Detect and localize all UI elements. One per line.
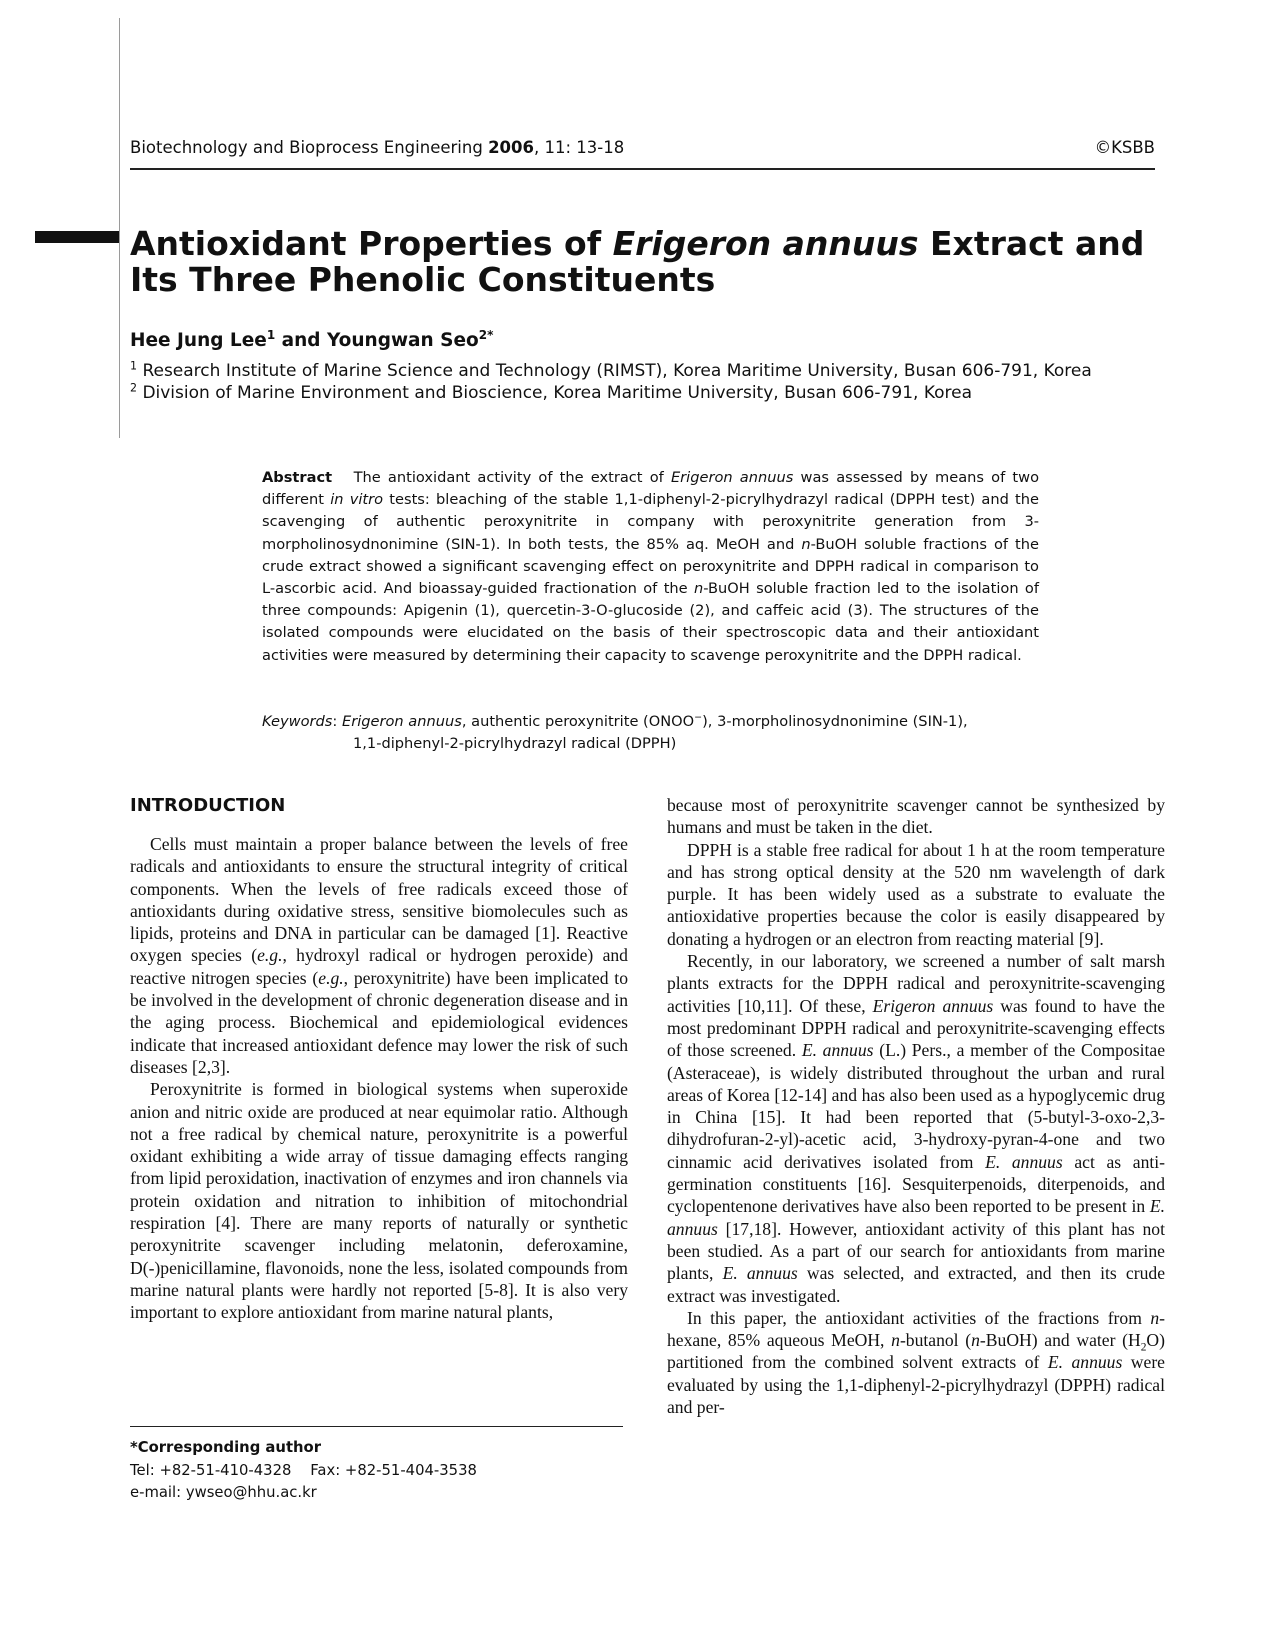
running-header (130, 138, 1155, 170)
copyright-notice: ©KSBB (1094, 138, 1155, 157)
footnote-rule (130, 1426, 623, 1427)
corresponding-author: *Corresponding author Tel: +82-51-410-4328 Fax: +82-51-404-3538 e-mail: ywseo@hhu.ac.kr (130, 1439, 477, 1501)
title-marker-bar (35, 231, 119, 243)
intro-paragraph-1: Cells must maintain a proper balance between the levels of free radicals and antioxidants to ensure the structural integrity of critical components. When the levels of free radicals exceed those of antioxidants during oxidative stress, sensitive biomolecules such as lipids, proteins and DNA in particular can be damaged [1]. Reactive oxygen species (e.g., hydroxyl radical or hydrogen peroxide) and reactive nitrogen species (e.g., peroxynitrite) have been implicated to be involved in the development of chronic degeneration disease and in the aging process. Biochemical and epidemiological evidences indicate that increased antioxidant defence may lower the risk of such diseases [2,3]. (130, 834, 628, 1077)
right-paragraph-3: In this paper, the antioxidant activities of the fractions from n-hexane, 85% aqueous MeOH, n-butanol (n-BuOH) and water $(H_2O)$ partitioned from the combined solvent extracts of E. annuus were evaluated by using the 1,1-diphenyl-2-picrylhydrazyl (DPPH) radical and per- (667, 1307, 1165, 1418)
affiliation-1: $^1$ Research Institute of Marine Science and Technology (RIMST), Korea Maritime University, Busan 606-791, Korea (130, 359, 1092, 381)
email-link[interactable]: ywseo@hhu.ac.kr (185, 1484, 317, 1501)
journal-citation: Biotechnology and Bioprocess Engineering 2006, 11: 13-18 (130, 138, 625, 157)
author-list: Hee Jung Lee$^1$ and Youngwan Seo$^{2*}$ (130, 327, 494, 351)
right-paragraph-1: DPPH is a stable free radical for about 1 h at the room temperature and has strong optical density at the 520 nm wavelength of dark purple. It has been widely used as a substrate to evaluate the antioxidative properties because the color is easily disappeared by donating a hydrogen or an electron from reacting material [9]. (667, 839, 1165, 949)
affiliation-2: $^2$ Division of Marine Environment and Bioscience, Korea Maritime University, Busan 606-791, Korea (130, 381, 973, 403)
right-column (667, 794, 1165, 1418)
introduction-heading: INTRODUCTION (130, 795, 286, 816)
right-paragraph-0: because most of peroxynitrite scavenger cannot be synthesized by humans and must be taken in the diet. (667, 795, 1165, 838)
keywords: Keywords: Erigeron annuus, authentic peroxynitrite (ONOO−), 3-morpholinosydnonimine (SIN-1), 1,1-diphenyl-2-picrylhydrazyl radical (DPPH) (262, 712, 968, 753)
intro-paragraph-2: Peroxynitrite is formed in biological systems when superoxide anion and nitric oxide are produced at near equimolar ratio. Although not a free radical by chemical nature, peroxynitrite is a powerful oxidant exhibiting a wide array of tissue damaging effects ranging from lipid peroxidation, inactivation of enzymes and iron channels via protein oxidation and nitration to inhibition of mitochondrial respiration [4]. There are many reports of naturally or synthetic peroxynitrite scavenger including melatonin, deferoxamine, D(-)penicillamine, flavonoids, none the less, isolated compounds from marine natural plants were hardly not reported [5-8]. It is also very important to explore antioxidant from marine natural plants, (130, 1079, 628, 1323)
article-title: Antioxidant Properties of Erigeron annuus Extract and Its Three Phenolic Constituents (130, 224, 1145, 299)
left-margin-rule (119, 18, 120, 438)
right-paragraph-2: Recently, in our laboratory, we screened a number of salt marsh plants extracts for the DPPH radical and peroxynitrite-scavenging activities [10,11]. Of these, Erigeron annuus was found to have the most predominant DPPH radical and peroxynitrite-scavenging effects of those screened. E. annuus (L.) Pers., a member of the Compositae (Asteraceae), is widely distributed throughout the urban and rural areas of Korea [12-14] and has also been used as a hypoglycemic drug in China [15]. It had been reported that (5-butyl-3-oxo-2,3-dihydrofuran-2-yl)-acetic acid, 3-hydroxy-pyran-4-one and two cinnamic acid derivatives isolated from E. annuus act as anti-germination constituents [16]. Sesquiterpenoids, diterpenoids, and cyclopentenone derivatives have also been reported to be present in E. annuus [17,18]. However, antioxidant activity of this plant has not been studied. As a part of our search for antioxidants from marine plants, E. annuus was selected, and extracted, and then its crude extract was investigated. (667, 951, 1166, 1306)
abstract: Abstract The antioxidant activity of the extract of Erigeron annuus was assessed by means of two different in vitro tests: bleaching of the stable 1,1-diphenyl-2-picrylhydrazyl radical (DPPH test) and the scavenging of authentic peroxynitrite in company with peroxynitrite generation from 3-morpholinosydnonimine (SIN-1). In both tests, the 85% aq. MeOH and n-BuOH soluble fractions of the crude extract showed a significant scavenging effect on peroxynitrite and DPPH radical in comparison to L-ascorbic acid. And bioassay-guided fractionation of the n-BuOH soluble fraction led to the isolation of three compounds: Apigenin (1), quercetin-3-O-glucoside (2), and caffeic acid (3). The structures of the isolated compounds were elucidated on the basis of their spectroscopic data and their antioxidant activities were measured by determining their capacity to scavenge peroxynitrite and the DPPH radical. (262, 469, 1040, 664)
left-column (130, 833, 628, 1324)
